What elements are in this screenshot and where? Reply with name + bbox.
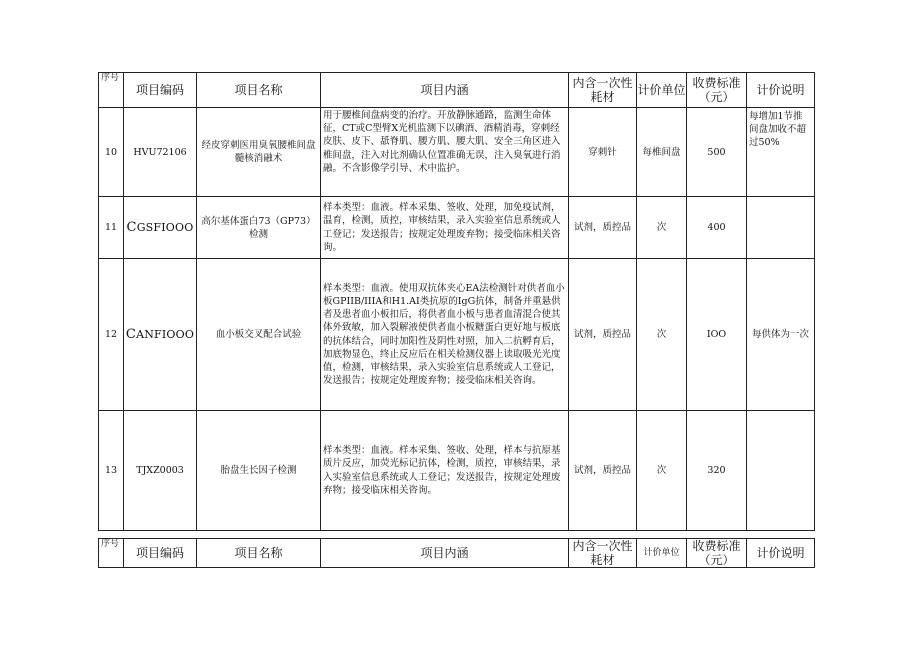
- row-code-initial: C: [126, 220, 137, 235]
- header-price: 收费标准（元）: [687, 73, 747, 108]
- row-content: 用于腰椎间盘病变的治疗。开放静脉通路，监测生命体征，CT或C型臂X光机监测下以碘酒、酒精消毒，穿刺经皮肤、皮下、舐脊肌、腰方肌、腰大肌、安全三角区进入椎间盘，注入对比剂确认位置准确无误，注入臭氧进行消融。不含影像学引导、术中监护。: [321, 108, 569, 197]
- fee-table: [98, 72, 815, 531]
- header-note: 计价说明: [747, 539, 815, 568]
- table-row: [99, 259, 815, 411]
- header-unit: 计价单位: [637, 73, 687, 108]
- header-content: 项目内涵: [321, 73, 569, 108]
- row-seq: 10: [99, 108, 124, 197]
- header-note: 计价说明: [747, 73, 815, 108]
- row-price: 500: [687, 108, 747, 197]
- header-code: 项目编码: [124, 539, 197, 568]
- header-seq: 序号: [99, 539, 124, 568]
- table-row: [99, 411, 815, 531]
- row-seq: 11: [99, 197, 124, 259]
- table-header-row: [99, 539, 815, 568]
- row-code: HVU72106: [124, 108, 197, 197]
- row-consumable: 试剂，质控品: [569, 259, 637, 411]
- table-row: [99, 197, 815, 259]
- header-seq: 序号: [99, 73, 124, 108]
- row-price: 400: [687, 197, 747, 259]
- header-consumable: 内含一次性耗材: [569, 73, 637, 108]
- header-content: 项目内涵: [321, 539, 569, 568]
- row-name: 经皮穿刺医用臭氧腰椎间盘髓核消融术: [197, 108, 321, 197]
- fee-table-continued: [98, 538, 815, 568]
- row-code: [124, 197, 197, 259]
- header-price: 收费标准（元）: [687, 539, 747, 568]
- header-name: 项目名称: [197, 73, 321, 108]
- header-name: 项目名称: [197, 539, 321, 568]
- row-code: TJXZ0003: [124, 411, 197, 531]
- row-note: 每增加1节推间盘加收不超过50%: [747, 108, 815, 197]
- row-code: [124, 259, 197, 411]
- row-code-rest: ANFIOOO: [136, 328, 195, 341]
- row-consumable: 试剂，质控品: [569, 197, 637, 259]
- row-unit: 次: [637, 259, 687, 411]
- row-unit: 次: [637, 197, 687, 259]
- row-content: 样本类型：血液。样本采集、签收、处理，样本与抗原基质片反应，加荧光标记抗体，检测，质控，审核结果，录入实验室信息系统或人工登记；发送报告，按规定处理废弃物；接受临床相关咨询。: [321, 411, 569, 531]
- row-consumable: 穿刺针: [569, 108, 637, 197]
- row-content: 样本类型：血液。样本采集、签收、处理，加免疫试剂，温育，检测，质控，审核结果，录入实验室信息系统或人工登记；发送报告；按规定处理废弃物；接受临床相关咨询。: [321, 197, 569, 259]
- row-seq: 12: [99, 259, 124, 411]
- row-consumable: 试剂，质控品: [569, 411, 637, 531]
- row-name: 高尔基体蛋白73（GP73）检测: [197, 197, 321, 259]
- row-seq: 13: [99, 411, 124, 531]
- row-unit: 次: [637, 411, 687, 531]
- row-note: 每供体为一次: [747, 259, 815, 411]
- row-note: [747, 197, 815, 259]
- header-unit: 计价单位: [637, 539, 687, 568]
- row-name: 血小板交叉配合试验: [197, 259, 321, 411]
- row-name: 胎盘生长因子检测: [197, 411, 321, 531]
- row-content: 样本类型：血液。使用双抗体夹心EA法检测针对供者血小板GPIIB/IIIA和H1.AI类抗原的IgG抗体，制备并重悬供者及患者血小板扣后，将供者血小板与患者血清混合使其体外致敏，加入裂解液使供者血小板糖蛋白更好地与板底的抗体结合，同时加阳性及阴性对照，加入二抗孵育后，加底物显色，终止反应后在相关检测仪器上读取吸光光度值，检测，审核结果，录入实验室信息系统或人工登记，发送报告；按规定处理废弃物；接受临床相关咨询。: [321, 259, 569, 411]
- row-note: [747, 411, 815, 531]
- header-code: 项目编码: [124, 73, 197, 108]
- table-header-row: [99, 73, 815, 108]
- header-consumable: 内含一次性耗材: [569, 539, 637, 568]
- row-price: 320: [687, 411, 747, 531]
- table-row: [99, 108, 815, 197]
- row-price: IOO: [687, 259, 747, 411]
- row-unit: 每椎间盘: [637, 108, 687, 197]
- row-code-initial: C: [125, 327, 137, 342]
- row-code-rest: GSFIOOO: [136, 221, 194, 234]
